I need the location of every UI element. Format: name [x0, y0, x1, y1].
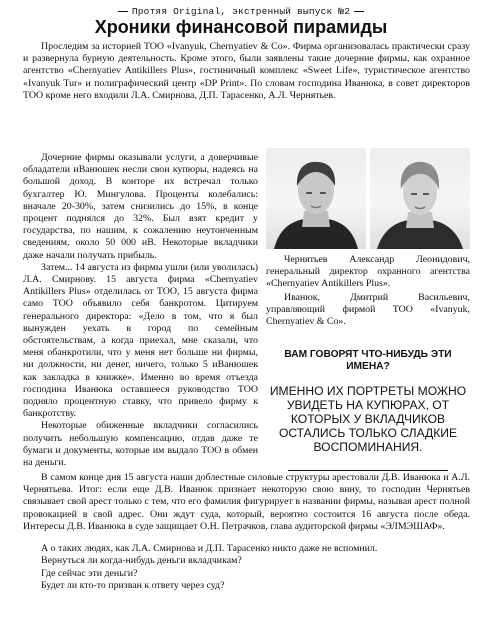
issue-header — [0, 6, 482, 17]
header-dash-left — [118, 11, 128, 12]
caption-chernyatiev: Чернятьев Александр Леонидович, генеральный директор охранного агентства «Chernyatiev Antikillers Plus». — [266, 254, 470, 289]
issue-label: Протяя Original, экстренный выпуск №2 — [131, 6, 351, 17]
portrait-chernyatiev-image — [266, 148, 366, 249]
photo-ivanyuk — [370, 148, 470, 249]
closing-questions — [41, 543, 461, 593]
left-column — [23, 152, 258, 469]
lead-paragraph — [23, 41, 470, 102]
closing-line: Где сейчас эти деньги? — [41, 567, 138, 579]
paragraph-compensation: Некоторые обиженные вкладчики согласились получить небольшую компенсацию, отдав даже те бумаги и документы, которые им выдало ТОО в обмен на деньги. — [23, 420, 258, 469]
portrait-ivanyuk-image — [370, 148, 470, 249]
bottom-section — [23, 472, 470, 533]
closing-line: Вернуться ли когда-нибудь деньги вкладчикам? — [41, 555, 242, 567]
lead-text: Проследим за историей ТОО «Ivanyuk, Chernyatiev & Co». Фирма организовалась практически сразу и развернула бурную деятельность. Кроме этого, были заявлены такие дочерние фирмы, как охранное агентство «Chernyatiev Antikillers Plus», гостиничный комплекс «Sweet Life», туристическое агентство «Ivanyuk Tur» и полиграфический центр «DP Print». По словам господина Иванюка, в совет директоров ТОО кроме него входили Л.А. Смирнова, Д.П. Тарасенко, А.Л. Чернятьев. — [23, 41, 470, 101]
sidebar-question: ВАМ ГОВОРЯТ ЧТО-НИБУДЬ ЭТИ ИМЕНА? — [284, 349, 452, 372]
closing-line: А о таких людях, как Л.А. Смирнова и Д.П. Тарасенко никто даже не вспомнил. — [41, 543, 378, 554]
closing-line: Будет ли кто-то призван к ответу через суд? — [41, 580, 225, 592]
paragraph-arrest: В самом конце дня 15 августа наши доблестные силовые структуры арестовали Д.В. Иванюка и А.Л. Чернятьева. Итог: если еще Д.В. Иванюк признает некоторую свою вину, то господин Чернятьев связывает свой арест только с тем, что его фамилия фигурирует в названии фирмы, называя арест полной провокацией в свой адрес. Они ждут суда, который, вероятно состоится 16 августа после обеда. Интересы Д.В. Иванюка в суде защищает О.Н. Петрачков, глава аудиторской фирмы «ЭЛМЭШАФ». — [23, 472, 470, 532]
paragraph-subsidiaries: Дочерние фирмы оказывали услуги, а доверчивые обладатели иВанюшек несли свои купюры, надеясь на большой доход. В конторе их встречал только бухгалтер Ю. Мингулова. Проценты колебались: вначале 20-30%, затем снизились до 15%, в конце процент поднялся до 32%. Был взят кредит у государства, по нашим, к сожалению неутонченным сведениям, около 50 000 иВ. Некоторые вкладчики даже начали получать прибыль. — [23, 152, 258, 261]
caption-ivanyuk: Иванюк, Дмитрий Васильевич, управляющий фирмой ТОО «Ivanyuk, Chernyatiev & Co». — [266, 292, 470, 327]
photo-caption — [266, 254, 470, 330]
sidebar-answer: ИМЕННО ИХ ПОРТРЕТЫ МОЖНО УВИДЕТЬ НА КУПЮРАХ, ОТ КОТОРЫХ У ВКЛАДЧИКОВ ОСТАЛИСЬ ТОЛЬКО СЛАДКИЕ ВОСПОМИНАНИЯ. — [269, 384, 467, 454]
sidebar-divider — [288, 470, 448, 471]
photo-pair — [266, 148, 470, 249]
photo-chernyatiev — [266, 148, 366, 249]
header-dash-right — [354, 11, 364, 12]
article-title: Хроники финансовой пирамиды — [94, 17, 388, 37]
paragraph-bankruptcy: Затем... 14 августа из фирмы ушли (или уволилась) Л.А. Смирнову. 15 августа фирма «Chernyatiev Antikillers Plus» отделилась от ТОО, 15 августа фирма само ТОО объявило себя банкротом. Цитируем генерального директора: «Дело в том, что я был вынужден уехать в город по семейным обстоятельствам, а когда приехал, мне сказали, что меня обанкротили, что у меня нет больше ни фирмы, ни должности, ни денег, ничего, только 5 иВанюшек как закладка в книжке». Именно во время отъезда господина Иванюка оставшееся руководство ТОО подняло процентную ставку, что привело фирму к банкротству. — [23, 261, 258, 420]
